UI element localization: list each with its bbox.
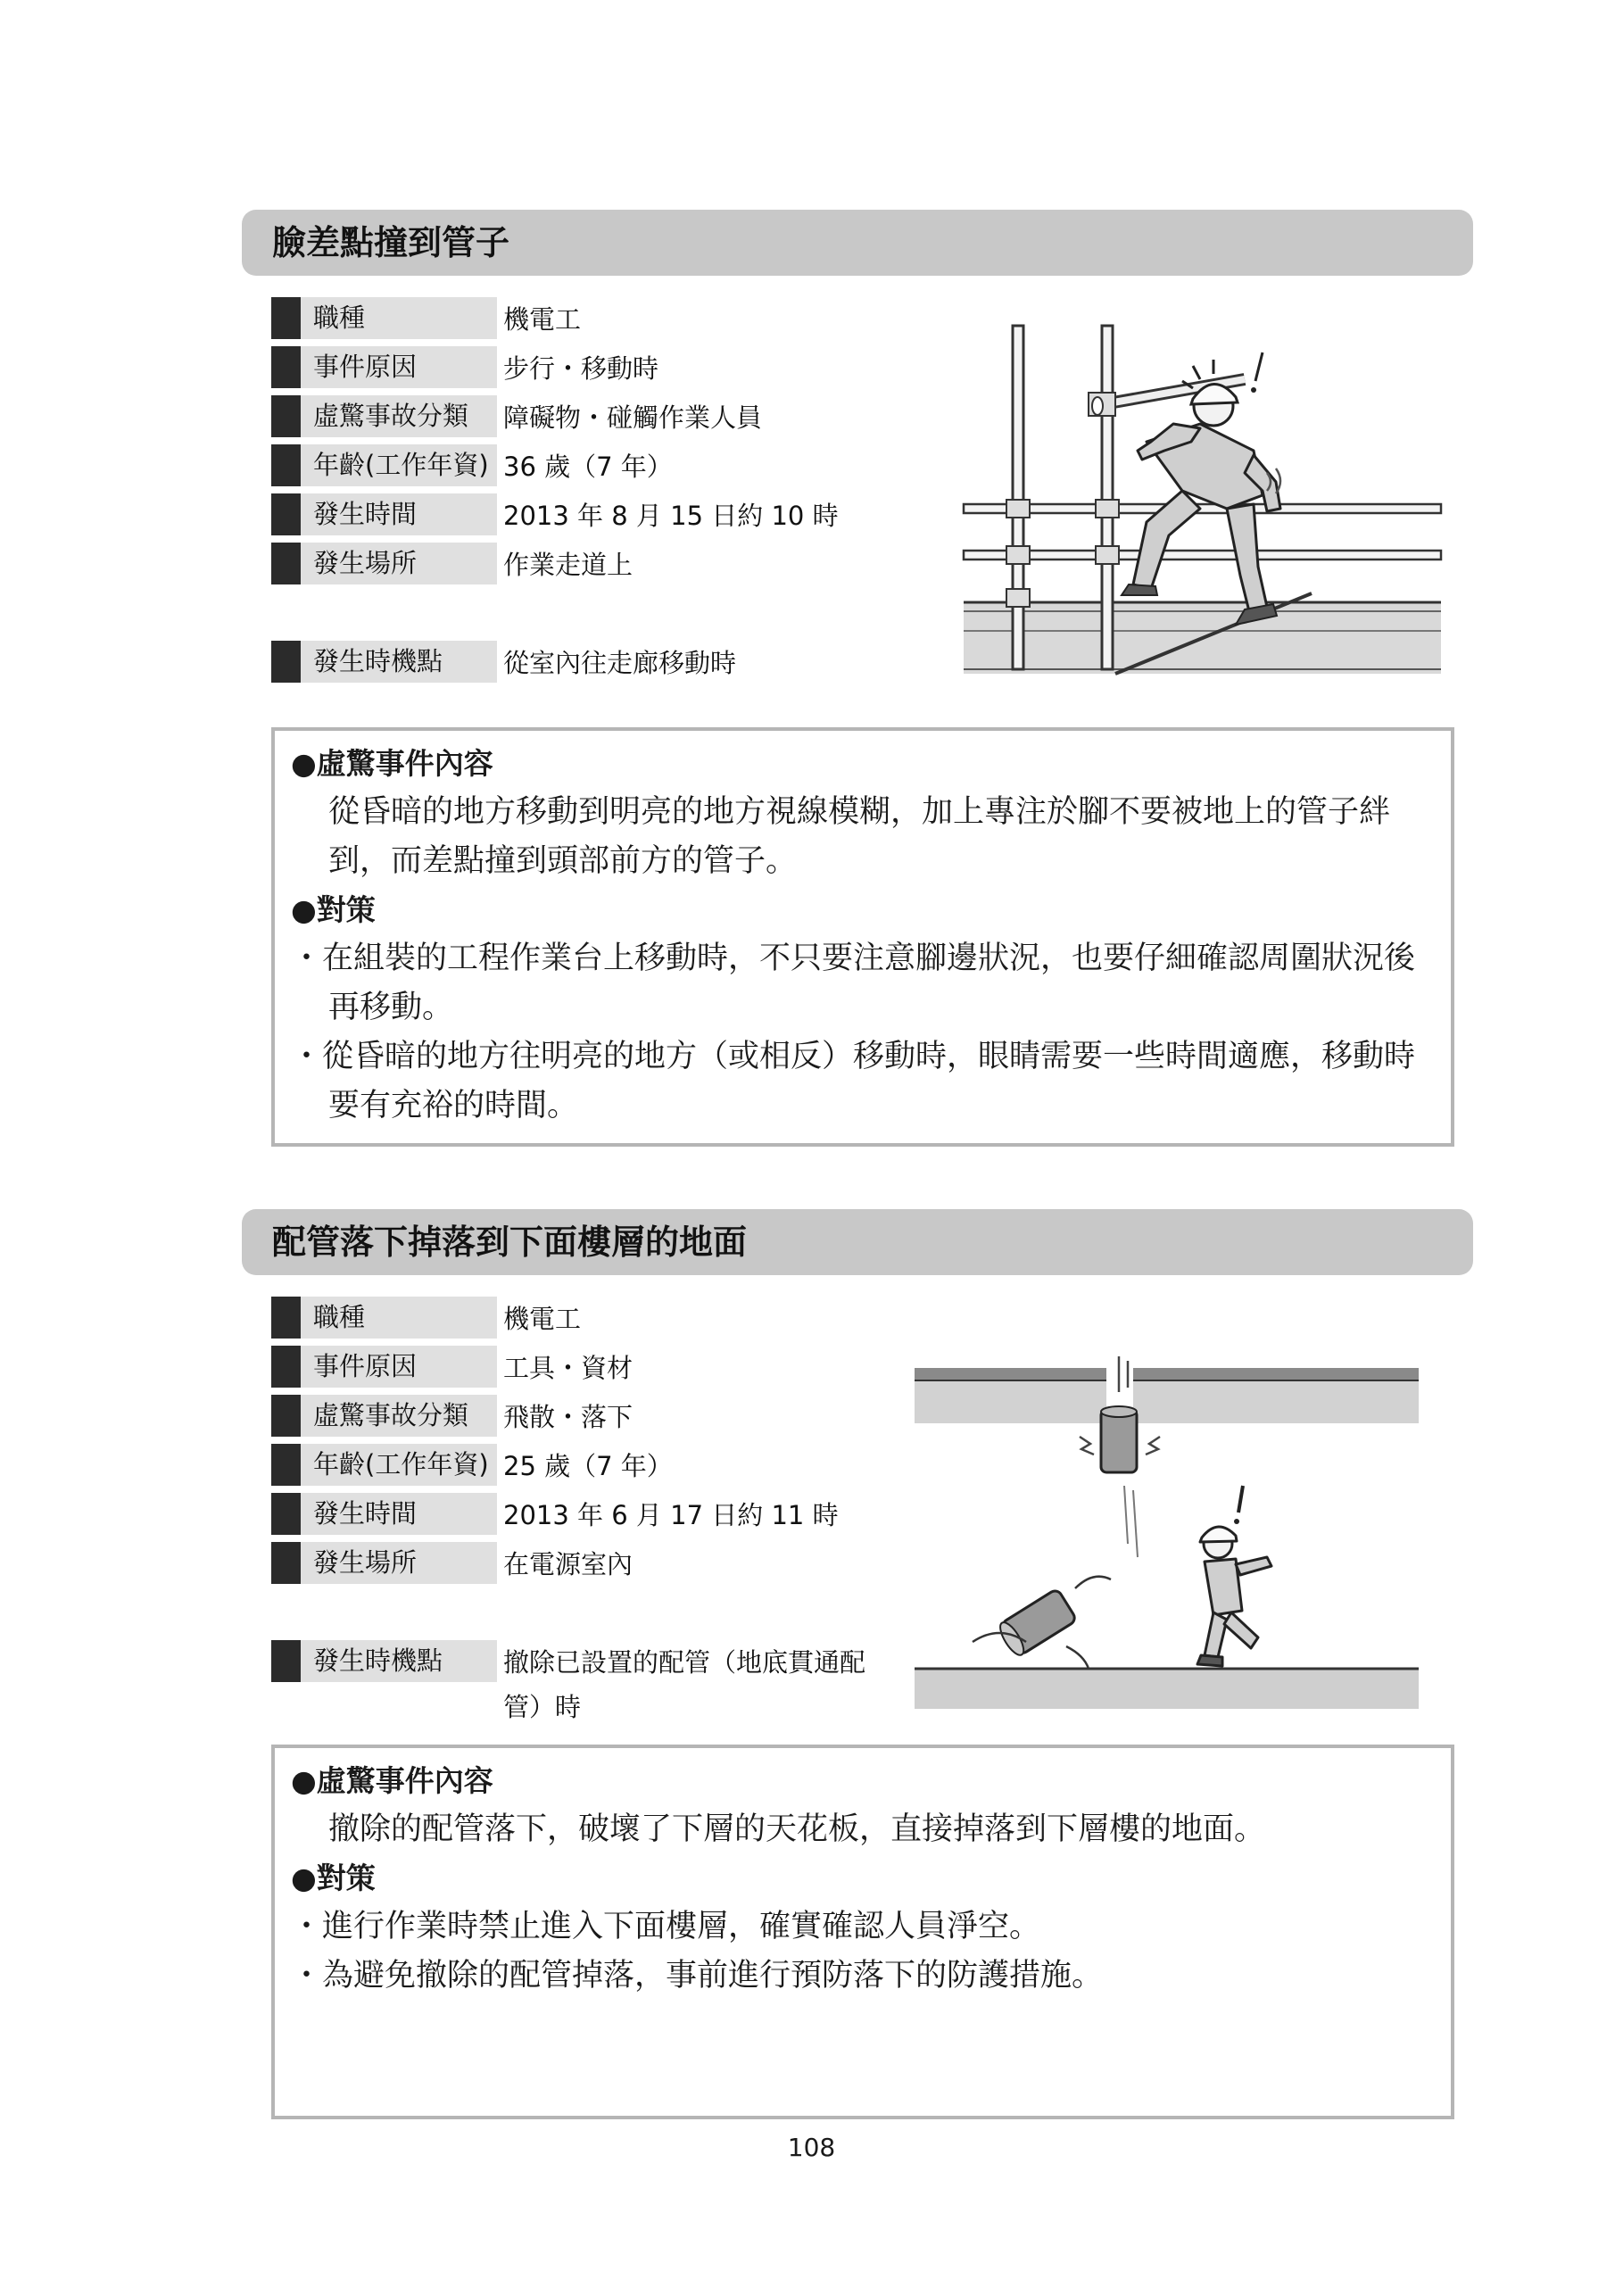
- row-value: 2013 年 8 月 15 日約 10 時: [503, 501, 839, 531]
- case2-row-moment: [271, 1640, 932, 1722]
- scaffold-worker-illustration: [959, 317, 1445, 678]
- row-label: 虛驚事故分類: [301, 1395, 497, 1437]
- row-label: 事件原因: [301, 346, 497, 388]
- row-value: 25 歲（7 年）: [503, 1451, 673, 1481]
- row-marker: [271, 543, 301, 584]
- case1-title: 臉差點撞到管子: [242, 210, 1473, 276]
- row-label: 發生時間: [301, 1493, 497, 1535]
- case1-measure-item: ・在組裝的工程作業台上移動時，不只要注意腳邊狀況，也要仔細確認周圍狀況後再移動。: [291, 941, 1416, 1025]
- case2-content-box: [271, 1745, 1454, 2119]
- case2-row-time: [271, 1493, 932, 1535]
- row-value: 工具・資材: [503, 1353, 633, 1383]
- row-marker: [271, 1395, 301, 1437]
- row-label: 年齡(工作年資): [301, 1444, 497, 1486]
- row-marker: [271, 1297, 301, 1339]
- case1-content-box: [271, 727, 1454, 1147]
- case1-measures-heading: ●對策: [291, 892, 376, 927]
- row-value: 在電源室內: [503, 1549, 633, 1579]
- row-marker: [271, 1542, 301, 1584]
- row-marker: [271, 641, 301, 683]
- case1-row-moment: [271, 641, 932, 683]
- page-number: 108: [787, 2133, 836, 2162]
- case2-row-cause: [271, 1346, 932, 1388]
- row-marker: [271, 1640, 301, 1682]
- case2-row-place: [271, 1542, 932, 1584]
- case2-measure-item: ・為避免撤除的配管掉落，事前進行預防落下的防護措施。: [291, 1958, 1104, 1993]
- row-value: 作業走道上: [503, 550, 633, 580]
- case1-row-age: [271, 444, 932, 486]
- row-label: 年齡(工作年資): [301, 444, 497, 486]
- row-value: 機電工: [503, 304, 582, 335]
- case2-measures-heading: ●對策: [291, 1861, 376, 1895]
- case1-content-text: 從昏暗的地方移動到明亮的地方視線模糊，加上專注於腳不要被地上的管子絆到，而差點撞到頭部前方的管子。: [328, 794, 1391, 879]
- row-value: 36 歲（7 年）: [503, 452, 673, 482]
- case1-row-place: [271, 543, 932, 584]
- row-marker: [271, 444, 301, 486]
- row-label: 發生時機點: [301, 641, 497, 683]
- row-value: 飛散・落下: [503, 1402, 633, 1432]
- case1-content-heading: ●虛驚事件內容: [291, 746, 493, 781]
- row-value: 從室內往走廊移動時: [503, 648, 737, 678]
- row-value: 撤除已設置的配管（地底貫通配管）時: [503, 1647, 866, 1722]
- row-label: 虛驚事故分類: [301, 395, 497, 437]
- row-marker: [271, 346, 301, 388]
- case1-row-category: [271, 395, 932, 437]
- case1-row-job: [271, 297, 932, 339]
- row-label: 發生時機點: [301, 1640, 497, 1682]
- case1-row-cause: [271, 346, 932, 388]
- row-label: 事件原因: [301, 1346, 497, 1388]
- case1-measure-item: ・從昏暗的地方往明亮的地方（或相反）移動時，眼睛需要一些時間適應，移動時要有充裕的時間。: [291, 1039, 1416, 1123]
- row-marker: [271, 297, 301, 339]
- row-label: 發生場所: [301, 543, 497, 584]
- row-label: 職種: [301, 1297, 497, 1339]
- row-value: 2013 年 6 月 17 日約 11 時: [503, 1500, 839, 1530]
- case2-title: 配管落下掉落到下面樓層的地面: [242, 1209, 1473, 1275]
- row-label: 職種: [301, 297, 497, 339]
- row-value: 步行・移動時: [503, 353, 659, 384]
- case2-measure-item: ・進行作業時禁止進入下面樓層，確實確認人員淨空。: [291, 1909, 1041, 1944]
- row-marker: [271, 1493, 301, 1535]
- row-label: 發生場所: [301, 1542, 497, 1584]
- case2-content-heading: ●虛驚事件內容: [291, 1763, 493, 1798]
- case2-row-job: [271, 1297, 932, 1339]
- row-marker: [271, 1346, 301, 1388]
- row-marker: [271, 1444, 301, 1486]
- row-marker: [271, 493, 301, 535]
- row-value: 障礙物・碰觸作業人員: [503, 402, 763, 433]
- case1-row-time: [271, 493, 932, 535]
- case2-row-category: [271, 1395, 932, 1437]
- row-value: 機電工: [503, 1304, 582, 1334]
- falling-pipe-illustration: [910, 1352, 1428, 1713]
- row-marker: [271, 395, 301, 437]
- case2-content-text: 撤除的配管落下，破壞了下層的天花板，直接掉落到下層樓的地面。: [328, 1811, 1266, 1847]
- case2-row-age: [271, 1444, 932, 1486]
- row-label: 發生時間: [301, 493, 497, 535]
